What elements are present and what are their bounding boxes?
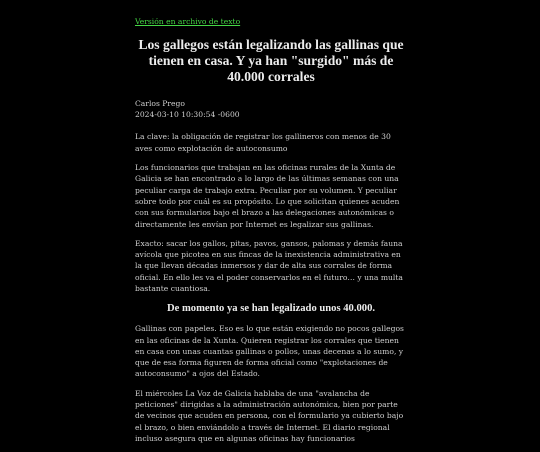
publish-timestamp: 2024-03-10 10:30:54 -0600: [135, 110, 240, 120]
text-version-link[interactable]: Versión en archivo de texto: [135, 17, 241, 26]
article-meta: [135, 98, 407, 121]
article-paragraph: La clave: la obligación de registrar los gallineros con menos de 30 aves como explotación de autoconsumo: [135, 132, 391, 153]
article-paragraph: Exacto: sacar los gallos, pitas, pavos, gansos, palomas y demás fauna avícola que picotea en sus fincas de la inexistencia administrativa en la que llevan décadas inmersos y dar de alta sus corrales de forma oficial. En ello les va el poder conservarlos en el futuro… y una multa bastante cuantiosa.: [135, 238, 403, 293]
article-paragraph: Los funcionarios que trabajan en las oficinas rurales de la Xunta de Galicia se han encontrado a lo largo de las últimas semanas con una peculiar carga de trabajo extra. Peculiar por su volumen. Y peculiar sobre todo por cuál es su propósito. Lo que solicitan quienes acuden con sus formularios bajo el brazo a las delegaciones autonómicas o directamente les envían por Internet es legalizar sus gallinas.: [135, 163, 400, 229]
article-paragraph: El miércoles La Voz de Galicia hablaba de una "avalancha de peticiones" dirigidas a la administración autonómica, bien por parte de vecinos que acuden en persona, con el formulario ya cubierto bajo el brazo, o bien enviándolo a través de Internet. El diario regional incluso asegura que en algunas oficinas hay funcionarios: [135, 388, 404, 443]
section-heading: De momento ya se han legalizado unos 40.000.: [166, 303, 376, 315]
article-column: [135, 9, 407, 452]
author-name: Carlos Prego: [135, 98, 185, 108]
article-paragraph: Gallinas con papeles. Eso es lo que están exigiendo no pocos gallegos en las oficinas de la Xunta. Quieren registrar los corrales que tienen en casa con unas cuantas gallinas o pollos, unas decenas a lo sumo, y que de esa forma figuren de forma oficial como "explotaciones de autoconsumo" a ojos del Estado.: [135, 324, 404, 379]
article-title: Los gallegos están legalizando las gallinas que tienen en casa. Y ya han "surgido" más de 40.000 corrales: [138, 37, 404, 85]
